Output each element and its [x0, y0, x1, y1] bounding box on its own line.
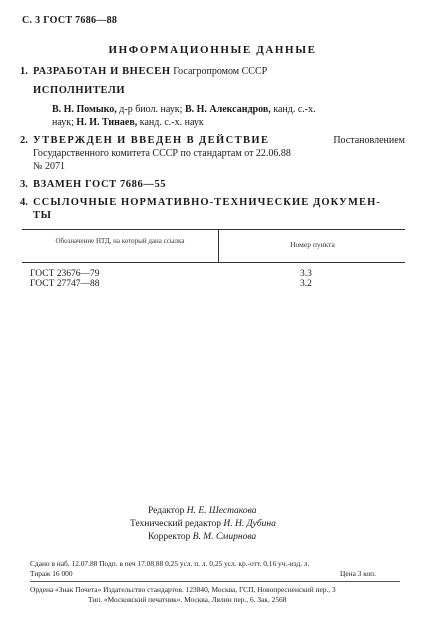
section-heading: УТВЕРЖДЕН И ВВЕДЕН В ДЕЙСТВИЕ	[33, 135, 270, 146]
table-header-clause: Номер пункта	[290, 240, 335, 249]
table-row	[30, 279, 100, 290]
section-number: 2.	[20, 135, 28, 146]
proofreader-label: Корректор	[148, 532, 191, 542]
person-2-role: канд. с.-х.	[273, 104, 316, 115]
table-cell-clause: 3.3	[300, 269, 312, 279]
tech-editor-line	[130, 518, 276, 531]
section-heading-line-2: ТЫ	[33, 210, 52, 221]
section-number: 3.	[20, 179, 28, 190]
person-1-name: В. Н. Помыко,	[52, 104, 117, 115]
editor-line	[148, 505, 256, 518]
editor-label: Редактор	[148, 506, 185, 516]
section-heading-line-1: ССЫЛОЧНЫЕ НОРМАТИВНО-ТЕХНИЧЕСКИЕ ДОКУМЕН-	[33, 197, 381, 208]
table-cell-doc: ГОСТ 23676—79	[30, 269, 100, 279]
section-2-line-2: Государственного комитета СССР по стандартам от 22.06.88	[33, 148, 291, 159]
executors-line-1	[52, 103, 407, 116]
section-1-subheading	[33, 84, 405, 97]
proofreader-line	[148, 531, 256, 544]
section-text: Постановлением	[333, 135, 405, 146]
section-2-line-1	[33, 134, 405, 147]
section-heading: ВЗАМЕН ГОСТ 7686—55	[33, 179, 167, 190]
imprint-line-2-left: Тираж 16 000	[30, 569, 73, 578]
imprint-line-3: Ордена «Знак Почета» Издательство стандартов. 123840, Москва, ГСП, Новопресненский пер., 3	[30, 585, 336, 594]
person-2-name: В. Н. Александров,	[184, 104, 271, 115]
imprint-line-2-right: Цена 3 коп.	[340, 569, 376, 578]
page-header: С. 3 ГОСТ 7686—88	[22, 15, 118, 26]
imprint-line-4: Тип. «Московский печатник». Москва, Лялин пер., 6. Зак. 2568	[88, 595, 287, 604]
imprint-line-1: Сдано в наб. 12.07.88 Подп. в печ 17.08.88 0,25 усл. п. л. 0,25 усл. кр.-отт. 0,16 уч.-изд. л.	[30, 559, 310, 568]
page-title: ИНФОРМАЦИОННЫЕ ДАННЫЕ	[108, 44, 317, 56]
section-3	[20, 178, 405, 191]
section-2-line-3: № 2071	[33, 161, 66, 172]
editor-name: Н. Е. Шестакова	[186, 506, 257, 516]
proofreader-name: В. М. Смирнова	[192, 532, 257, 542]
section-1	[20, 65, 405, 78]
section-heading-cont	[33, 209, 405, 222]
section-2	[20, 134, 405, 173]
table-column-divider	[218, 229, 219, 263]
tech-editor-label: Технический редактор	[130, 519, 221, 529]
executors-heading: ИСПОЛНИТЕЛИ	[33, 85, 126, 96]
table-cell-clause: 3.2	[300, 279, 312, 289]
executors-line-2	[52, 116, 407, 129]
section-heading	[33, 196, 405, 209]
section-4	[20, 196, 405, 222]
section-heading: РАЗРАБОТАН И ВНЕСЕН	[33, 66, 171, 77]
table-header-doc: Обозначение НТД, на который дана ссылка	[55, 237, 185, 245]
person-3-role: канд. с.-х. наук	[139, 117, 204, 128]
table-header-rule	[22, 262, 405, 263]
section-text: Госагропромом СССР	[173, 66, 268, 77]
section-number: 4.	[20, 197, 28, 208]
table-top-rule	[22, 229, 405, 230]
person-2-role-cont: наук;	[52, 117, 74, 128]
imprint-rule	[30, 581, 400, 582]
executors-list	[52, 103, 407, 129]
tech-editor-name: И. Н. Дубина	[223, 519, 276, 529]
section-number: 1.	[20, 66, 28, 77]
person-3-name: Н. И. Тинаев,	[76, 117, 138, 128]
person-1-role: д-р биол. наук;	[119, 104, 183, 115]
table-cell-doc: ГОСТ 27747—88	[30, 279, 100, 289]
